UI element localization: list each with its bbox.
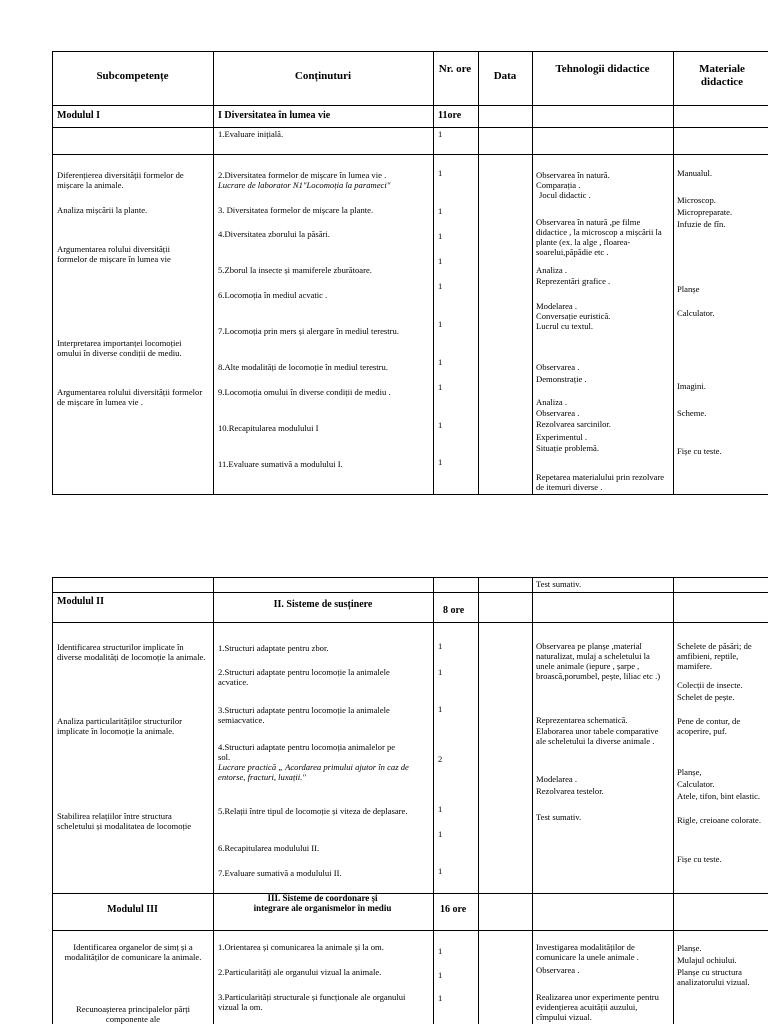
technology-item: Observarea în natură ,pe filme didactice , la microscop a mișcării la plante (ex. la alge , floarea-soarelui,păpădie etc . [536,217,662,257]
module-2-title: II. Sisteme de susținere [273,599,373,610]
content-item: 7.Evaluare sumativă a modulului II. [218,868,342,878]
hours-value: 1 [438,256,443,266]
material-item: Infuzie de fîn. [677,219,726,229]
technology-item: Jocul didactic . [539,190,591,200]
technology-item: Situație problemă. [536,443,600,453]
hours-value: 1 [438,420,443,430]
hours-value: 1 [438,946,443,956]
material-item: Planșe cu structura analizatorului vizual. [677,967,750,987]
content-item: 8.Alte modalități de locomoție în mediul terestru. [218,362,388,372]
hours-value: 1 [438,829,443,839]
technology-item: Observarea în natură. [536,170,610,180]
header-tehnologii: Tehnologii didactice [555,63,650,75]
header-continuturi: Conținuturi [294,70,352,82]
subcompetenta: Argumentarea rolului diversității formelor de mișcare în lumea vie . [57,387,203,407]
content-item: 2.Diversitatea formelor de mișcare în lumea vie . [218,170,387,180]
material-item: Planșe, [677,767,702,777]
hours-value: 1 [438,168,443,178]
technology-item: Observarea . [536,408,580,418]
hours-value: 1 [438,357,443,367]
content-item: 5.Zborul la insecte și mamiferele zburătoare. [218,265,372,275]
technology-item: Rezolvarea sarcinilor. [536,419,611,429]
content-item: 10.Recapitularea modulului I [218,423,319,433]
material-item: Fișe cu teste. [677,854,722,864]
hours-value: 1 [438,281,443,291]
technology-item: Modelarea . [536,774,578,784]
hours-value: 1 [438,206,443,216]
module-2-hours: 8 ore [443,605,465,616]
content-item: 1.Evaluare inițială. [218,129,284,139]
hours-value: 1 [438,704,443,714]
subcompetenta: Argumentarea rolului diversității formelor de mișcare în lumea vie [57,244,171,264]
content-item: 3.Particularități structurale și funcționale ale organului vizual la om. [218,992,406,1012]
header-subcompetente: Subcompetențe [96,70,169,82]
module-3-title: III. Sisteme de coordonare și integrare ale organismelor în mediu [253,893,392,913]
technology-item: Conversație euristică. [536,311,611,321]
technology-item: Lucrul cu textul. [536,321,594,331]
technology-item: Elaborarea unor tabele comparative ale scheletului la diverse animale . [536,726,659,746]
material-item: Manualul. [677,168,713,178]
hours-value: 2 [438,754,443,764]
hours-value: 1 [438,129,443,139]
module-1-hours: 11ore [438,110,462,121]
technology-item: Observarea . [536,965,580,975]
material-item: Calculator. [677,779,715,789]
hours-value: 1 [438,382,443,392]
module-2-label: Modulul II [57,596,104,607]
header-nr-ore: Nr. ore [438,63,472,75]
module-3-label: Modulul III [107,904,158,915]
subcompetenta: Identificarea structurilor implicate în diverse modalități de locomoție la animale. [57,642,206,662]
material-item: Scheme. [677,408,707,418]
hours-value: 1 [438,231,443,241]
material-item: Pene de contur, de acoperire, puf. [677,716,741,736]
content-item: 3. Diversitatea formelor de mișcare la plante. [218,205,374,215]
content-item: 5.Relații între tipul de locomoție și viteza de deplasare. [218,806,408,816]
material-item: Planșe. [677,943,702,953]
material-item: Planșe [677,284,700,294]
subcompetenta: Stabilirea relațiilor între structura scheletului și modalitatea de locomoție [57,811,192,831]
content-item: 4.Structuri adaptate pentru locomoția animalelor pe sol. [218,742,396,762]
content-item: 6.Locomoția în mediul acvatic . [218,290,328,300]
hours-value: 1 [438,641,443,651]
content-item: 3.Structuri adaptate pentru locomoție la animalele semiacvatice. [218,705,390,725]
hours-value: 1 [438,804,443,814]
technology-item: Experimentul . [536,432,588,442]
subcompetenta: Analiza particularităților structurilor implicate în locomoție la animale. [57,716,183,736]
carry-over-text: Test sumativ. [536,579,582,589]
material-item: Schelete de păsări; de amfibieni, reptile, mamifere. [677,641,752,671]
content-item: 2.Particularități ale organului vizual la animale. [218,967,382,977]
content-item: 1.Orientarea și comunicarea la animale și la om. [218,942,384,952]
header-materiale: Materiale didactice [699,63,745,88]
content-item: 7.Locomoția prin mers și alergare în mediul terestru. [218,326,399,336]
hours-value: 1 [438,970,443,980]
material-item: Rigle, creioane colorate. [677,815,761,825]
content-item: 11.Evaluare sumativă a modulului I. [218,459,343,469]
subcompetenta: Identificarea organelor de simț și a modalităților de comunicare la animale. [64,942,202,962]
hours-value: 1 [438,993,443,1003]
material-item: Micropreparate. [677,207,733,217]
technology-item: Reprezentarea schematică. [536,715,628,725]
technology-item: Investigarea modalităților de comunicare la unele animale . [536,942,639,962]
technology-item: Modelarea . [536,301,578,311]
hours-value: 1 [438,319,443,329]
subcompetenta: Recunoașterea principalelor părți componente ale [75,1004,191,1024]
material-item: Schelet de pește. [677,692,735,702]
technology-item: Test sumativ. [536,812,582,822]
material-item: Microscop. [677,195,716,205]
technology-item: Analiza . [536,397,568,407]
hours-value: 1 [438,866,443,876]
content-practical-work: Lucrare practică „ Acordarea primului ajutor în caz de entorse, fracturi, luxații." [218,762,409,782]
technology-item: Comparația . [536,180,581,190]
technology-item: Observarea . [536,362,580,372]
material-item: Imagini. [677,381,706,391]
technology-item: Repetarea materialului prin rezolvare de itemuri diverse . [536,472,665,492]
content-item: 6.Recapitularea modulului II. [218,843,320,853]
technology-item: Realizarea unor experimente pentru evidențierea acuității auzului, cîmpului vizual. [536,992,659,1022]
technology-item: Observarea pe planșe ,material naturalizat, mulaj a scheletului la unele animale (iepure , șarpe , broască,porumbel, pește, liliac etc .) [536,641,661,681]
technology-item: Reprezentări grafice . [536,276,611,286]
header-data: Data [493,70,517,82]
content-item: 4.Diversitatea zborului la păsări. [218,229,330,239]
module-1-label: Modulul I [57,110,101,121]
module-3-hours: 16 ore [440,904,467,915]
material-item: Atele, tifon, bint elastic. [677,791,761,801]
subcompetenta: Interpretarea importanței locomoției omului în diverse condiții de mediu. [57,338,182,358]
technology-item: Demonstrație . [536,374,587,384]
material-item: Colecții de insecte. [677,680,743,690]
technology-item: Analiza . [536,265,568,275]
content-item: 9.Locomoția omului în diverse condiții de mediu . [218,387,391,397]
technology-item: Rezolvarea testelor. [536,786,604,796]
content-item: 1.Structuri adaptate pentru zbor. [218,643,329,653]
hours-value: 1 [438,457,443,467]
material-item: Mulajul ochiului. [677,955,737,965]
material-item: Fișe cu teste. [677,446,722,456]
content-item: 2.Structuri adaptate pentru locomoție la animalele acvatice. [218,667,390,687]
subcompetenta: Diferențierea diversității formelor de mișcare la animale. [57,170,184,190]
content-lab-work: Lucrare de laborator N1"Locomoția la parameci" [218,180,391,190]
module-1-title: I Diversitatea în lumea vie [218,110,331,121]
hours-value: 1 [438,667,443,677]
material-item: Calculator. [677,308,715,318]
subcompetenta: Analiza mișcării la plante. [57,205,148,215]
